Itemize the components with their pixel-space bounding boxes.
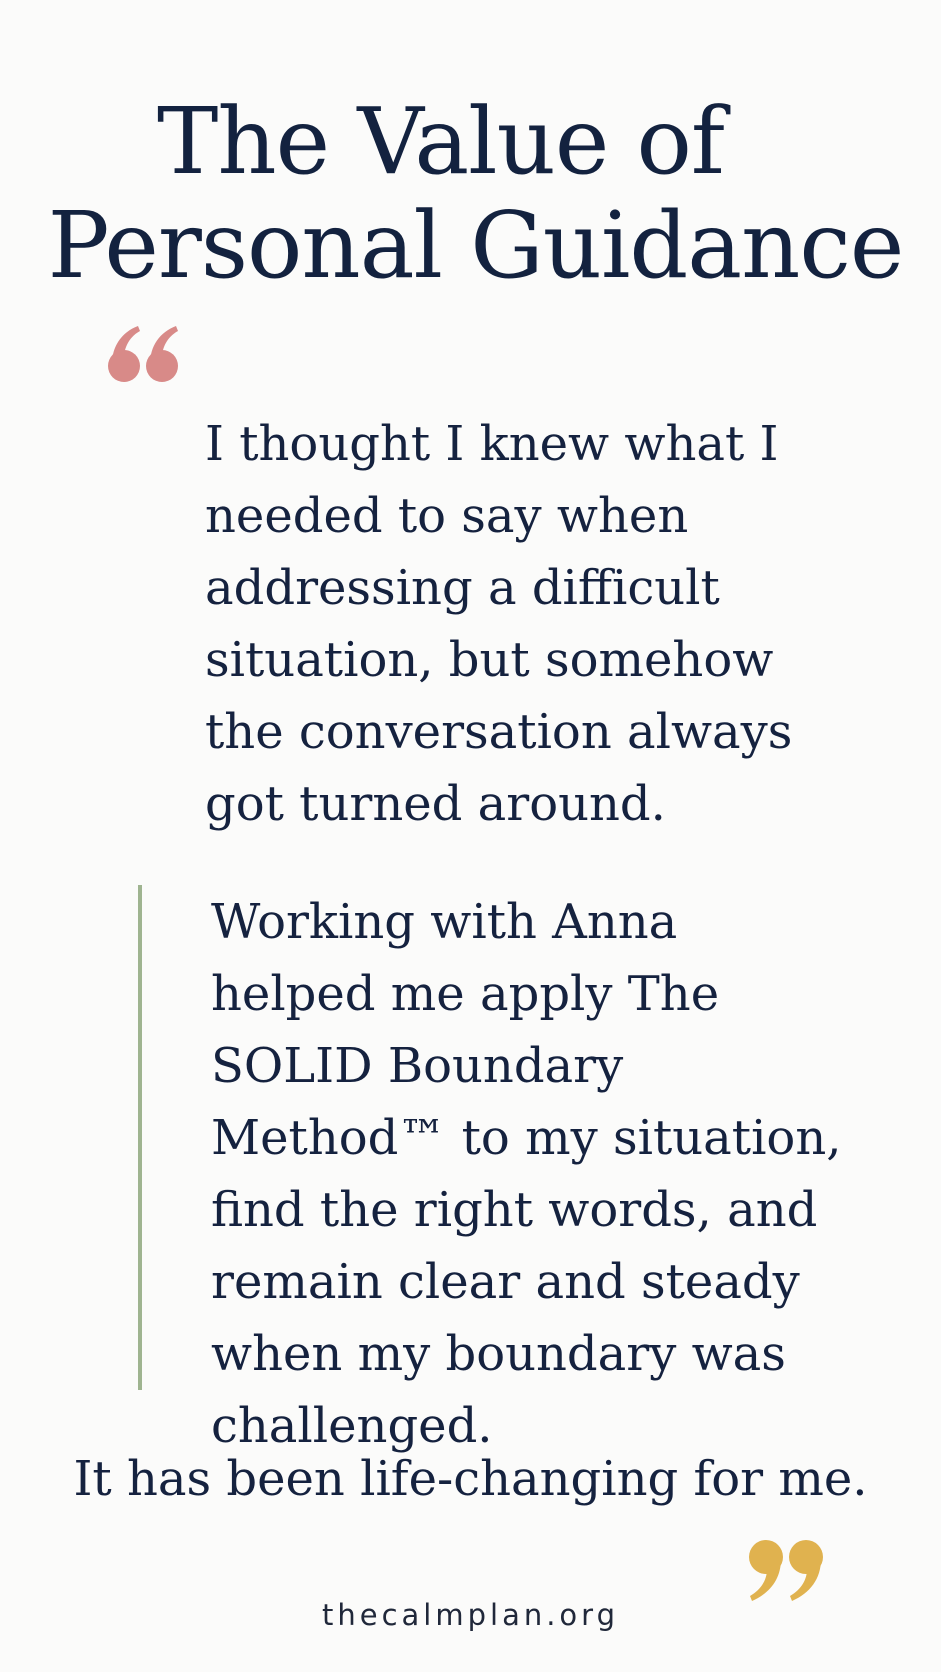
testimonial-closing-line: It has been life-changing for me. bbox=[73, 1451, 868, 1507]
testimonial-paragraph-2: Working with Anna helped me apply The SOLID Boundary Method™ to my situation, find the right words, and remain clear and steady when my boundary was challenged. bbox=[211, 894, 842, 1454]
opening-quotation-mark-icon bbox=[106, 320, 186, 390]
closing-quotation-mark-icon bbox=[744, 1535, 828, 1605]
title-line-2: Personal Guidance bbox=[47, 192, 904, 299]
quote-divider-bar bbox=[138, 885, 142, 1390]
footer-website-url: thecalmplan.org bbox=[321, 1598, 619, 1632]
page-title bbox=[0, 90, 941, 298]
testimonial-paragraph-1: I thought I knew what I needed to say when addressing a difficult situation, but somehow the conversation always got turned around. bbox=[205, 416, 793, 832]
title-line-1: The Value of bbox=[157, 88, 724, 195]
